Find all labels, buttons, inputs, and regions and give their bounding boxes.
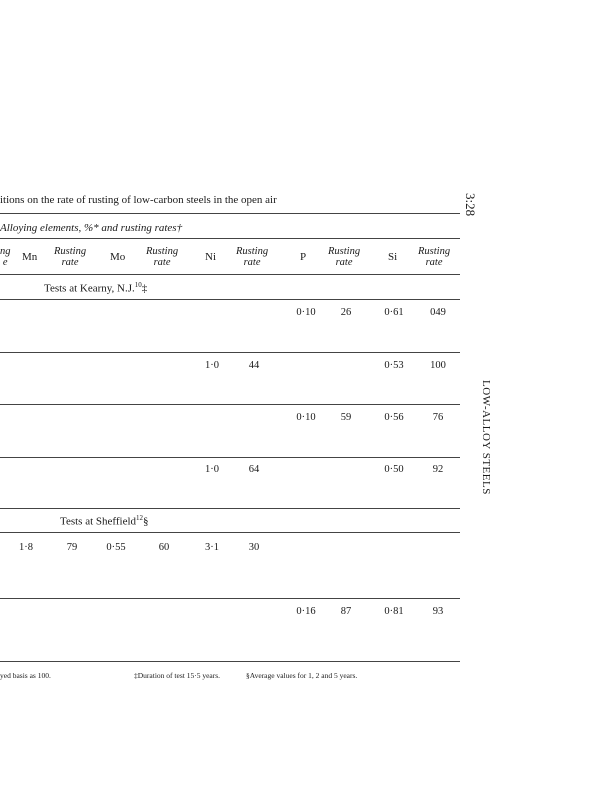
footnote-duration: ‡Duration of test 15·5 years. (134, 671, 221, 680)
footnote-basis: yed basis as 100. (0, 671, 51, 680)
table-cell: 0·16 (296, 606, 316, 617)
table-cell: 1·8 (19, 542, 33, 553)
header-mn-rate: Rusting rate (54, 246, 87, 268)
table-cell: 93 (432, 606, 444, 617)
running-head: LOW-ALLOY STEELS (480, 380, 492, 495)
row-rule (0, 508, 460, 509)
header-rule (0, 274, 460, 275)
table-cell: 44 (248, 360, 260, 371)
table-cell: 0·81 (384, 606, 404, 617)
table-cell: 0·55 (106, 542, 126, 553)
footnote-average: §Average values for 1, 2 and 5 years. (246, 671, 358, 680)
table-cell: 0·61 (384, 307, 404, 318)
table-cell: 26 (340, 307, 352, 318)
header-si: Si (388, 251, 398, 263)
table-cell: 1·0 (205, 464, 219, 475)
table-cell: 3·1 (205, 542, 219, 553)
section-kearny-rule (0, 299, 460, 300)
table-cell: 76 (432, 412, 444, 423)
header-p-rate: Rusting rate (328, 246, 361, 268)
header-mo-rate: Rusting rate (146, 246, 179, 268)
table-cell: 64 (248, 464, 260, 475)
table-caption: itions on the rate of rusting of low-carbon steels in the open air (0, 194, 277, 206)
table-cell: 59 (340, 412, 352, 423)
page-number: 3:28 (463, 193, 478, 217)
section-sheffield: Tests at Sheffield$^{12}$§ (60, 514, 149, 528)
table-cell: 0·10 (296, 307, 316, 318)
table-cell: 049 (430, 307, 446, 318)
section-sheffield-rule (0, 532, 460, 533)
group-header: Alloying elements, %* and rusting rates† (0, 222, 183, 234)
row-rule (0, 352, 460, 353)
header-fragment: ng e (0, 246, 11, 268)
row-rule (0, 457, 460, 458)
table-cell: 79 (66, 542, 78, 553)
header-mn: Mn (22, 251, 38, 263)
table-cell: 0·53 (384, 360, 404, 371)
header-mo: Mo (110, 251, 126, 263)
table-bottom-rule (0, 661, 460, 662)
section-kearny: Tests at Kearny, N.J.$^{10}$‡ (44, 281, 148, 295)
header-p: P (300, 251, 307, 263)
table-cell: 30 (248, 542, 260, 553)
row-rule (0, 404, 460, 405)
header-si-rate: Rusting rate (418, 246, 451, 268)
header-ni-rate: Rusting rate (236, 246, 269, 268)
group-header-rule (0, 238, 460, 239)
table-cell: 92 (432, 464, 444, 475)
table-cell: 100 (430, 360, 446, 371)
table-cell: 1·0 (205, 360, 219, 371)
row-rule (0, 598, 460, 599)
table-cell: 60 (158, 542, 170, 553)
table-cell: 87 (340, 606, 352, 617)
table-cell: 0·56 (384, 412, 404, 423)
table-cell: 0·10 (296, 412, 316, 423)
table-cell: 0·50 (384, 464, 404, 475)
table-top-rule (0, 213, 460, 214)
header-ni: Ni (205, 251, 216, 263)
